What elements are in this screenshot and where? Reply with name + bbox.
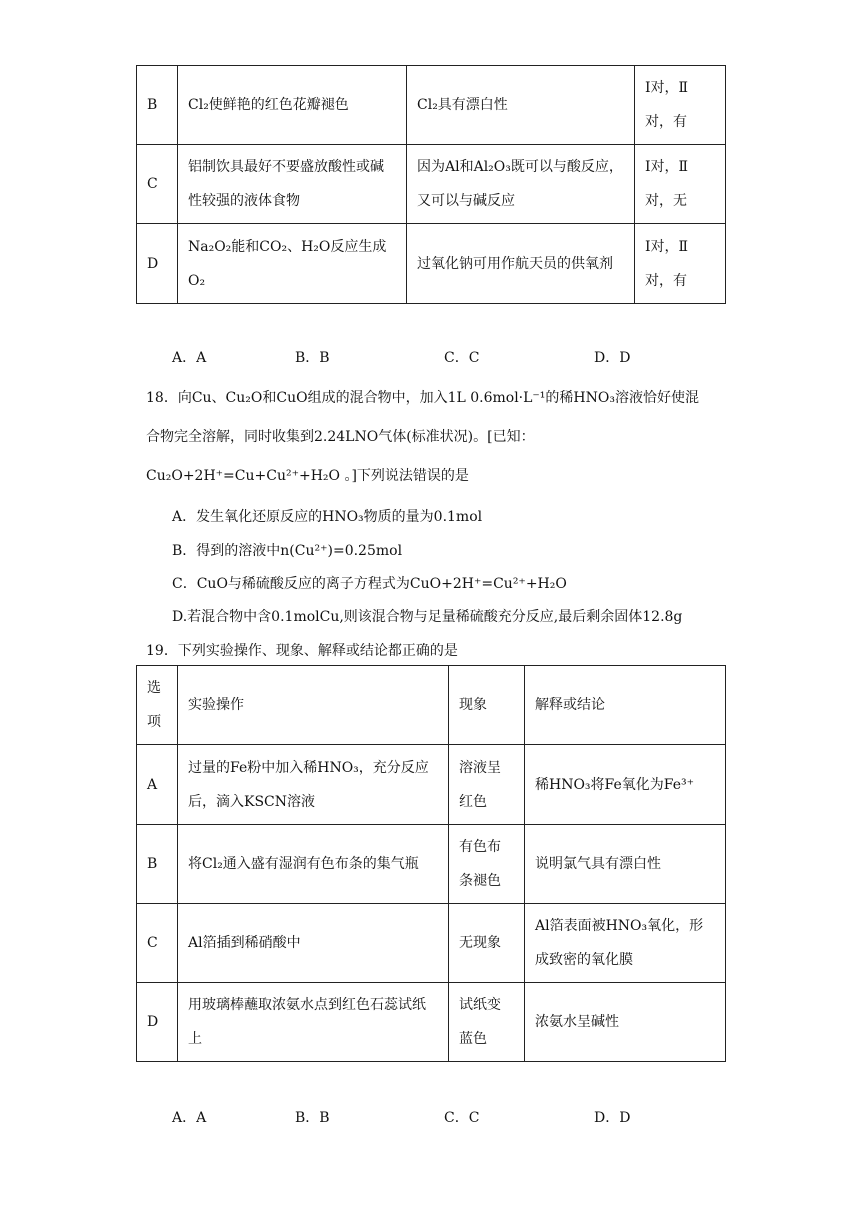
table-row (137, 224, 726, 304)
q17-option-c[interactable]: C．C (444, 350, 480, 366)
phenomenon-cell: 溶液呈红色 (449, 745, 525, 825)
q19-table (136, 665, 726, 1062)
q17-option-a[interactable]: A．A (172, 350, 207, 366)
statement2-cell: 因为Al和Al₂O₃既可以与酸反应，又可以与碱反应 (407, 145, 635, 224)
q17-options (0, 347, 860, 367)
q19-stem: 19．下列实验操作、现象、解释或结论都正确的是 (146, 643, 458, 659)
table-header-row (137, 666, 726, 745)
phenomenon-cell: 试纸变蓝色 (449, 983, 525, 1062)
q19-option-c[interactable]: C．C (444, 1110, 480, 1126)
table-row (137, 745, 726, 825)
conclusion-cell: Al箔表面被HNO₃氧化，形成致密的氧化膜 (525, 904, 726, 983)
statement2-cell: Cl₂具有漂白性 (407, 66, 635, 145)
q18-stem-line2: 合物完全溶解，同时收集到2.24LNO气体(标准状况)。[已知： (146, 429, 535, 445)
statement1-cell: Cl₂使鲜艳的红色花瓣褪色 (178, 66, 407, 145)
q19-option-b[interactable]: B．B (295, 1110, 330, 1126)
header-conclusion: 解释或结论 (525, 666, 726, 745)
conclusion-cell: 说明氯气具有漂白性 (525, 825, 726, 904)
q18-option-d[interactable]: D.若混合物中含0.1molCu,则该混合物与足量稀硫酸充分反应,最后剩余固体12.8g (172, 609, 683, 625)
q18-stem-line3: Cu₂O+2H⁺=Cu+Cu²⁺+H₂O 。]下列说法错误的是 (146, 468, 469, 484)
option-cell: C (137, 145, 178, 224)
operation-cell: Al箔插到稀硝酸中 (178, 904, 449, 983)
header-phenomenon: 现象 (449, 666, 525, 745)
judgement-cell: Ⅰ对，Ⅱ对，有 (635, 224, 726, 304)
option-cell: B (137, 66, 178, 145)
q18-option-b[interactable]: B．得到的溶液中n(Cu²⁺)=0.25mol (172, 543, 403, 559)
statement1-cell: Na₂O₂能和CO₂、H₂O反应生成O₂ (178, 224, 407, 304)
q19-option-a[interactable]: A．A (172, 1110, 207, 1126)
header-operation: 实验操作 (178, 666, 449, 745)
table-row (137, 983, 726, 1062)
q17-table (136, 65, 726, 304)
header-option: 选项 (137, 666, 178, 745)
phenomenon-cell: 无现象 (449, 904, 525, 983)
q17-option-d[interactable]: D．D (594, 350, 631, 366)
q17-option-b[interactable]: B．B (295, 350, 330, 366)
table-row (137, 825, 726, 904)
option-cell: A (137, 745, 178, 825)
option-cell: D (137, 224, 178, 304)
option-cell: C (137, 904, 178, 983)
judgement-cell: Ⅰ对，Ⅱ对，无 (635, 145, 726, 224)
q18-option-c[interactable]: C．CuO与稀硫酸反应的离子方程式为CuO+2H⁺=Cu²⁺+H₂O (172, 576, 567, 592)
phenomenon-cell: 有色布条褪色 (449, 825, 525, 904)
operation-cell: 将Cl₂通入盛有湿润有色布条的集气瓶 (178, 825, 449, 904)
statement2-cell: 过氧化钠可用作航天员的供氧剂 (407, 224, 635, 304)
table-row (137, 904, 726, 983)
conclusion-cell: 浓氨水呈碱性 (525, 983, 726, 1062)
option-cell: D (137, 983, 178, 1062)
table-row (137, 145, 726, 224)
q19-options (0, 1107, 860, 1127)
q18-stem-line1: 18．向Cu、Cu₂O和CuO组成的混合物中，加入1L 0.6mol·L⁻¹的稀HNO₃溶液恰好使混 (146, 390, 699, 406)
judgement-cell: Ⅰ对，Ⅱ对，有 (635, 66, 726, 145)
operation-cell: 过量的Fe粉中加入稀HNO₃，充分反应后，滴入KSCN溶液 (178, 745, 449, 825)
operation-cell: 用玻璃棒蘸取浓氨水点到红色石蕊试纸上 (178, 983, 449, 1062)
option-cell: B (137, 825, 178, 904)
conclusion-cell: 稀HNO₃将Fe氧化为Fe³⁺ (525, 745, 726, 825)
q18-option-a[interactable]: A．发生氧化还原反应的HNO₃物质的量为0.1mol (172, 509, 483, 525)
statement1-cell: 铝制饮具最好不要盛放酸性或碱性较强的液体食物 (178, 145, 407, 224)
table-row (137, 66, 726, 145)
q19-option-d[interactable]: D．D (594, 1110, 631, 1126)
